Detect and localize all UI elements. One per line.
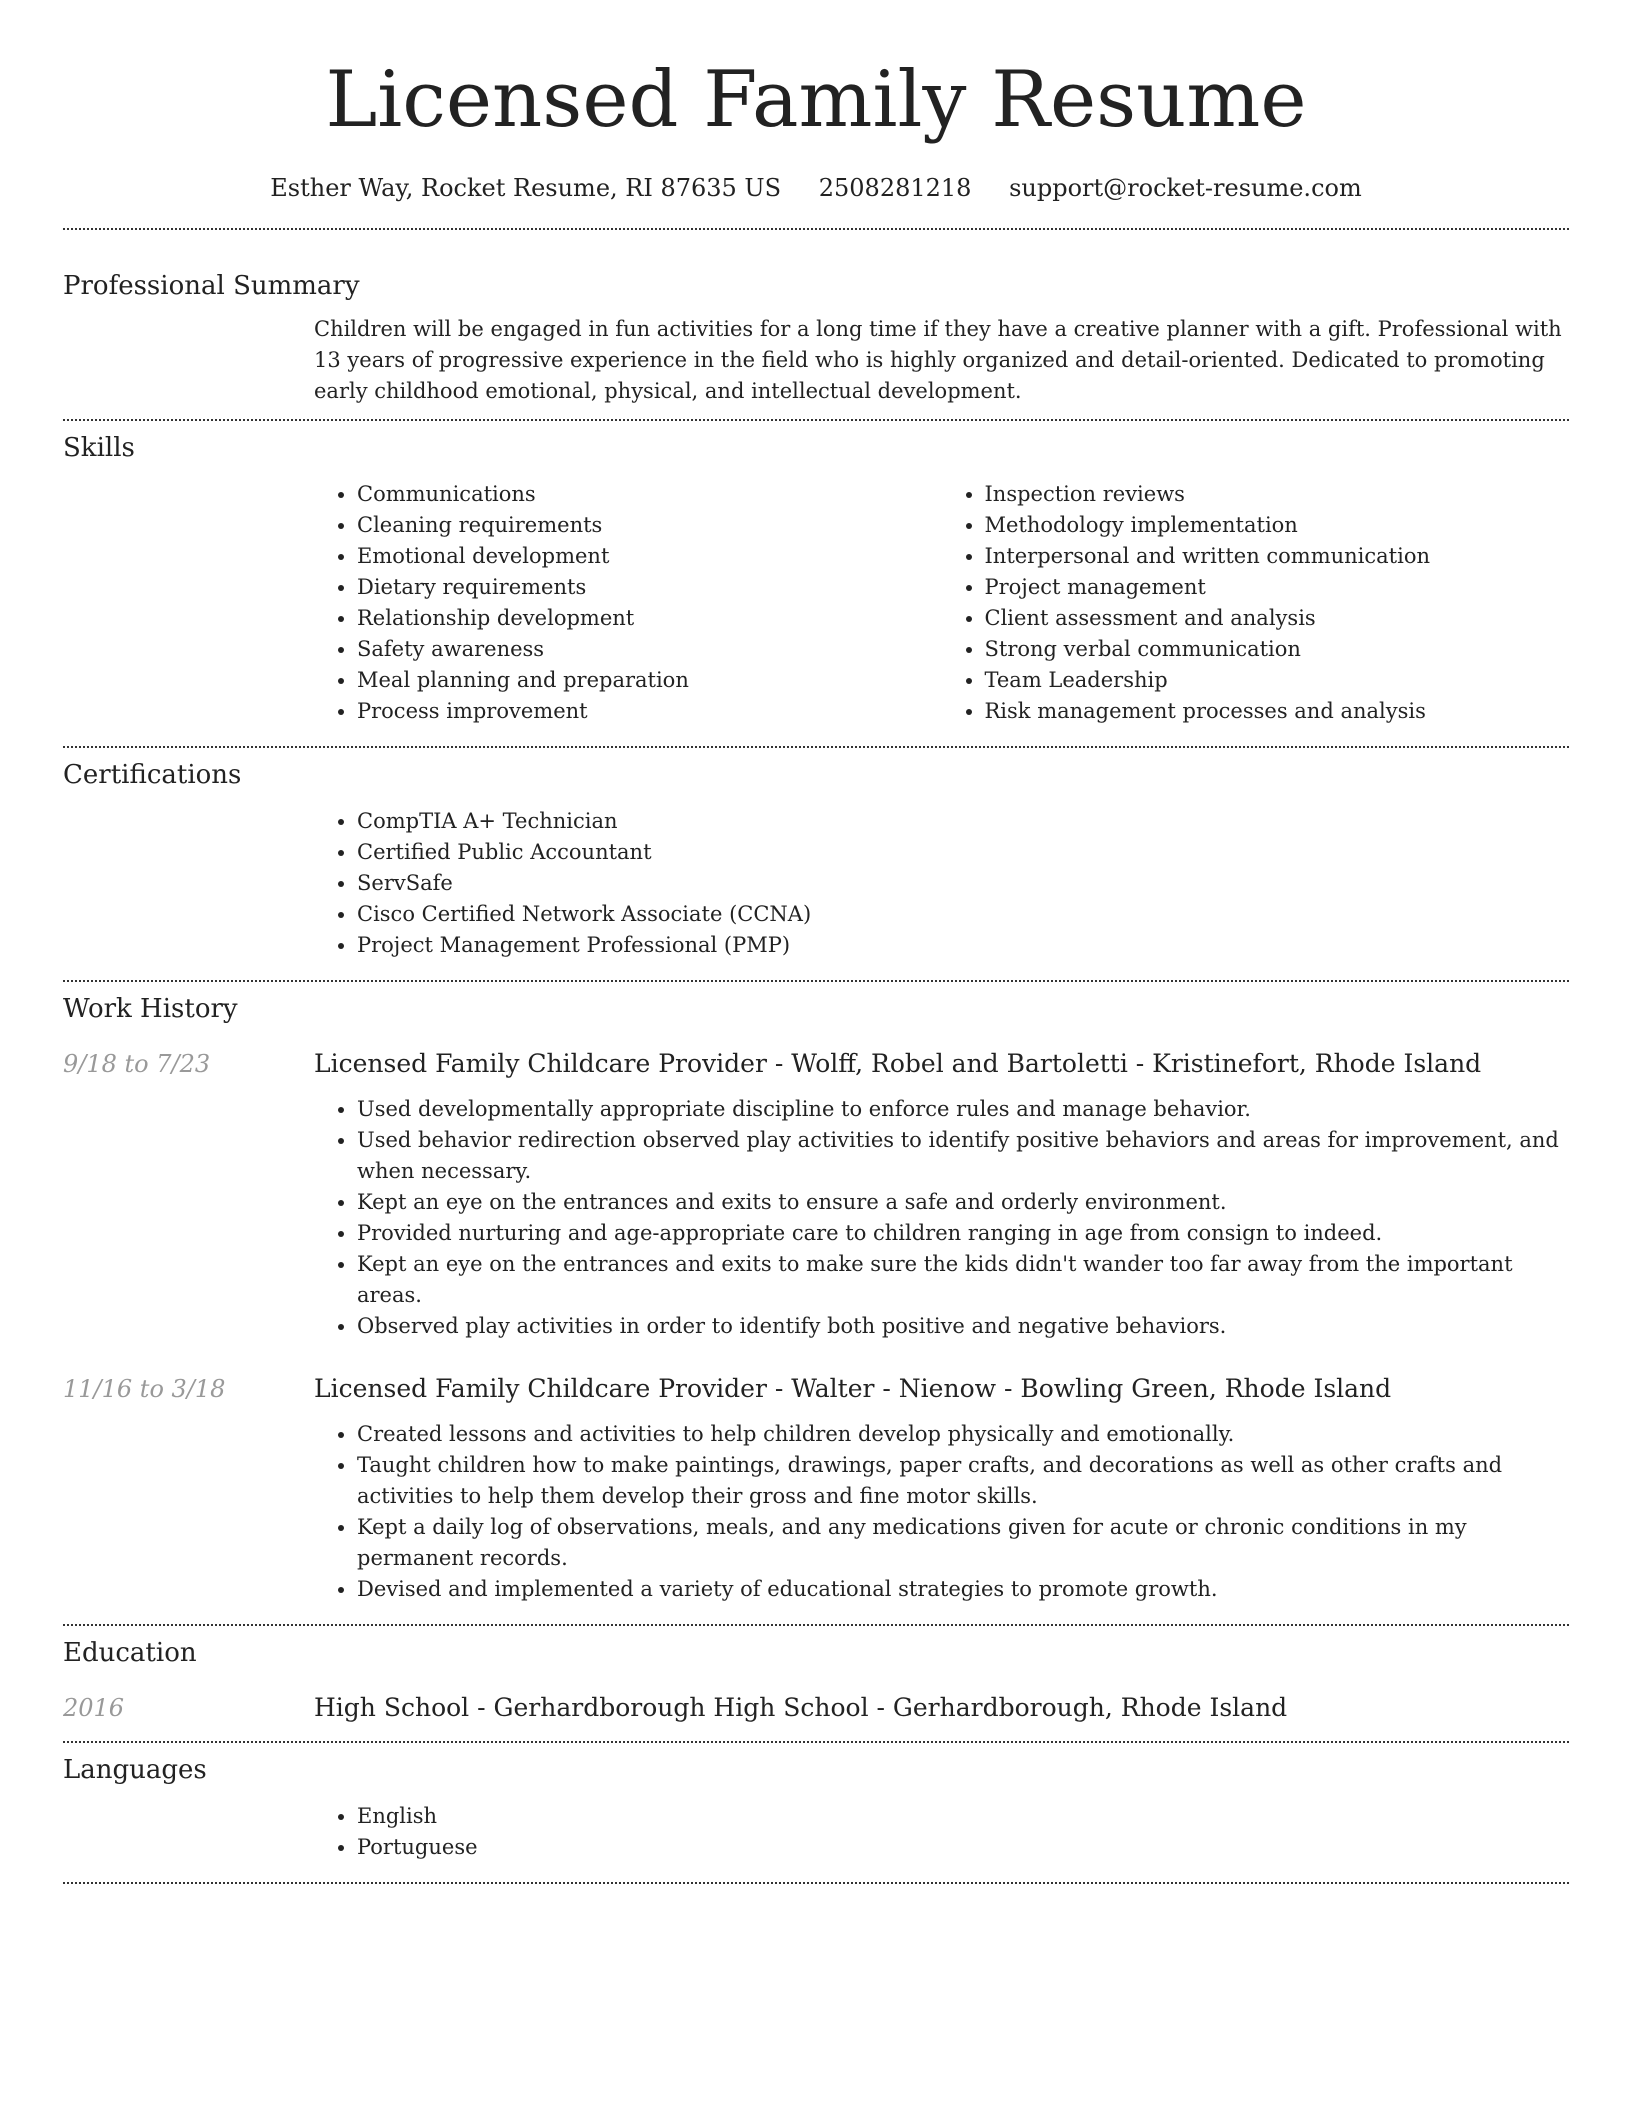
section-divider: [63, 746, 1569, 748]
skills-column-right: [942, 479, 1570, 727]
list-item: • Taught children how to make paintings, drawings, paper crafts, and decorations as well as other crafts and activities to help them develop their gross and fine motor skills.: [357, 1450, 1569, 1512]
section-divider: [63, 228, 1569, 230]
contact-email: support@rocket-resume.com: [1009, 174, 1362, 202]
languages-list: [314, 1801, 1569, 1863]
certifications-heading: Certifications: [63, 760, 242, 790]
contact-address: Esther Way, Rocket Resume, RI 87635 US: [270, 174, 782, 202]
section-divider: [63, 419, 1569, 421]
job-dates: 11/16 to 3/18: [63, 1375, 226, 1403]
list-item: • Relationship development: [357, 603, 942, 634]
list-item: • Safety awareness: [357, 634, 942, 665]
job-dates: 9/18 to 7/23: [63, 1050, 211, 1078]
list-item: • Used developmentally appropriate discipline to enforce rules and manage behavior.: [357, 1094, 1569, 1125]
certifications-list: [314, 806, 1569, 961]
list-item: • Observed play activities in order to identify both positive and negative behaviors.: [357, 1311, 1569, 1342]
list-item: • English: [357, 1801, 1569, 1832]
list-item: • Kept an eye on the entrances and exits to ensure a safe and orderly environment.: [357, 1187, 1569, 1218]
list-item: • Kept a daily log of observations, meals, and any medications given for acute or chronic conditions in my permanent records.: [357, 1512, 1569, 1574]
list-item: • Risk management processes and analysis: [985, 696, 1570, 727]
contact-line: [63, 172, 1569, 204]
summary-heading: Professional Summary: [63, 271, 360, 301]
job-entry: [63, 1048, 1569, 1080]
work-history-heading: Work History: [63, 994, 238, 1024]
job-bullets: [314, 1094, 1569, 1342]
education-entry: [63, 1692, 1569, 1724]
summary-text: Children will be engaged in fun activities for a long time if they have a creative planner with a gift. Professional with 13 years of progressive experience in the field who is highly organized and detail-oriented. Dedicated to promoting early childhood emotional, physical, and intellectual development.: [314, 317, 1562, 403]
list-item: • Project management: [985, 572, 1570, 603]
list-item: • ServSafe: [357, 868, 1569, 899]
list-item: • Team Leadership: [985, 665, 1570, 696]
section-divider: [63, 980, 1569, 982]
section-divider: [63, 1741, 1569, 1743]
list-item: • Created lessons and activities to help children develop physically and emotionally.: [357, 1419, 1569, 1450]
skills-heading: Skills: [63, 433, 135, 463]
list-item: • Process improvement: [357, 696, 942, 727]
education-heading-text: High School - Gerhardborough High School - Gerhardborough, Rhode Island: [314, 1693, 1288, 1722]
job-heading: Licensed Family Childcare Provider - Walter - Nienow - Bowling Green, Rhode Island: [314, 1374, 1392, 1403]
list-item: • Project Management Professional (PMP): [357, 930, 1569, 961]
list-item: • CompTIA A+ Technician: [357, 806, 1569, 837]
list-item: • Strong verbal communication: [985, 634, 1570, 665]
list-item: • Cleaning requirements: [357, 510, 942, 541]
list-item: • Client assessment and analysis: [985, 603, 1570, 634]
job-heading: Licensed Family Childcare Provider - Wolff, Robel and Bartoletti - Kristinefort, Rhode Island: [314, 1049, 1482, 1078]
job-bullets: [314, 1419, 1569, 1605]
section-divider: [63, 1624, 1569, 1626]
list-item: • Meal planning and preparation: [357, 665, 942, 696]
list-item: • Interpersonal and written communication: [985, 541, 1570, 572]
skills-column-left: [314, 479, 942, 727]
list-item: • Devised and implemented a variety of educational strategies to promote growth.: [357, 1574, 1569, 1605]
resume-title: Licensed Family Resume: [325, 55, 1307, 145]
list-item: • Inspection reviews: [985, 479, 1570, 510]
section-divider: [63, 1882, 1569, 1884]
job-entry: [63, 1373, 1569, 1405]
list-item: • Methodology implementation: [985, 510, 1570, 541]
list-item: • Dietary requirements: [357, 572, 942, 603]
education-year: 2016: [63, 1694, 125, 1722]
skills-list: [314, 479, 1569, 727]
list-item: • Used behavior redirection observed play activities to identify positive behaviors and areas for improvement, and when necessary.: [357, 1125, 1569, 1187]
list-item: • Portuguese: [357, 1832, 1569, 1863]
list-item: • Provided nurturing and age-appropriate care to children ranging in age from consign to indeed.: [357, 1218, 1569, 1249]
contact-phone: 2508281218: [818, 174, 972, 202]
list-item: • Emotional development: [357, 541, 942, 572]
languages-heading: Languages: [63, 1755, 207, 1785]
list-item: • Certified Public Accountant: [357, 837, 1569, 868]
list-item: • Cisco Certified Network Associate (CCNA): [357, 899, 1569, 930]
education-heading: Education: [63, 1638, 197, 1668]
list-item: • Kept an eye on the entrances and exits to make sure the kids didn't wander too far away from the important areas.: [357, 1249, 1569, 1311]
list-item: • Communications: [357, 479, 942, 510]
